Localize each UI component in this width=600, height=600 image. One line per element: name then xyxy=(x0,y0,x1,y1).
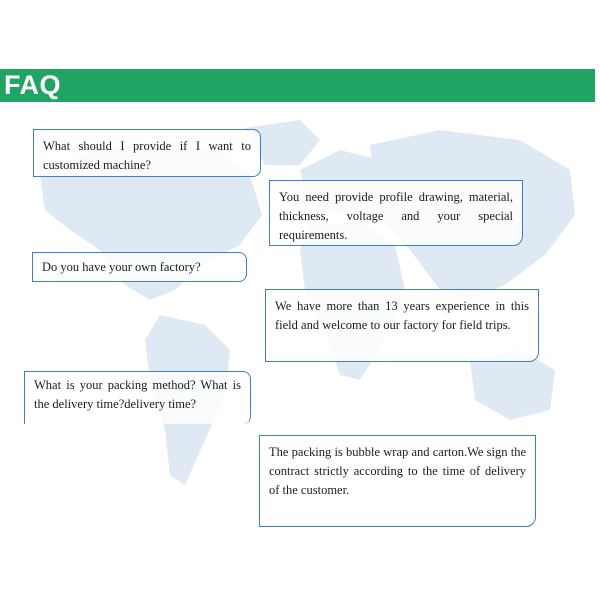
faq-banner xyxy=(0,69,595,102)
faq-question-1: What should I provide if I want to customized machine? xyxy=(33,129,261,177)
faq-answer-3: The packing is bubble wrap and carton.We sign the contract strictly according to the time of delivery of the customer. xyxy=(259,435,536,527)
faq-question-3: What is your packing method? What is the delivery time?delivery time? xyxy=(24,371,251,424)
faq-answer-2: We have more than 13 years experience in this field and welcome to our factory for field trips. xyxy=(265,289,539,362)
page-title: FAQ xyxy=(4,70,62,100)
faq-answer-1: You need provide profile drawing, material, thickness, voltage and your special requirements. xyxy=(269,180,523,246)
faq-question-2: Do you have your own factory? xyxy=(32,252,247,282)
